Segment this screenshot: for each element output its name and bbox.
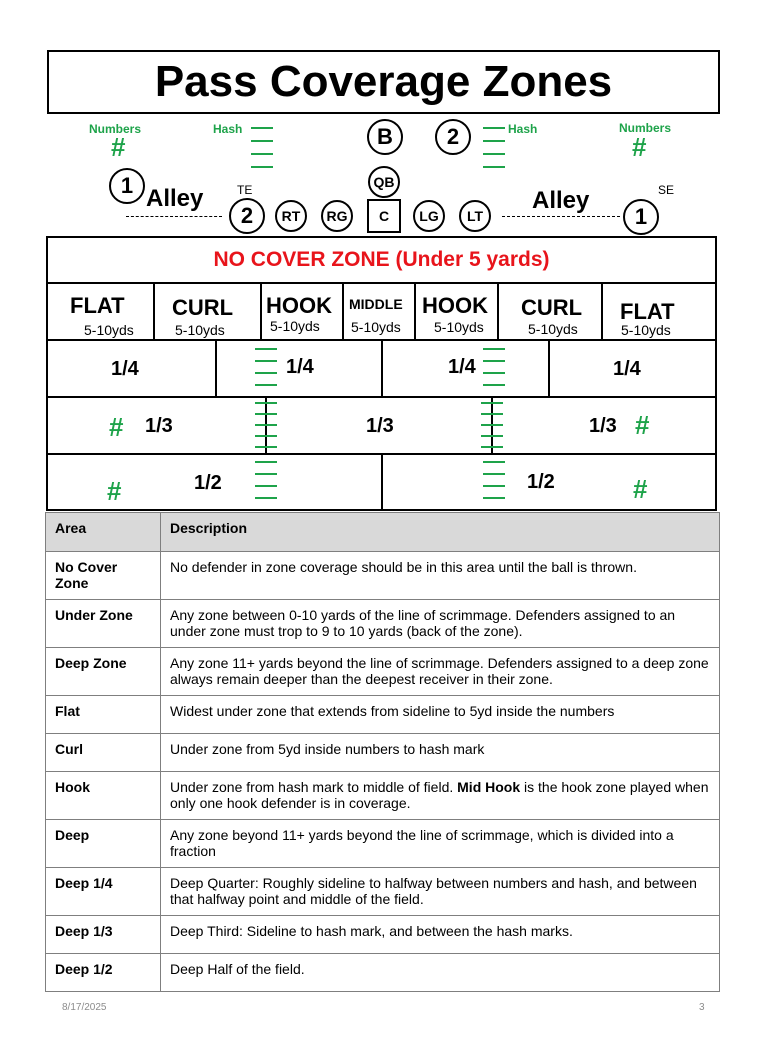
alley-line-left [126,216,222,217]
description-cell: No defender in zone coverage should be in this area until the ball is thrown. [161,552,720,600]
hash-marks-half-left [255,461,277,499]
numbers-mark-right: # [632,132,647,162]
numbers-mark-left: # [111,132,126,162]
hook-desc-start: Under zone from hash mark to middle of field. [170,779,458,795]
deep-third-1: 1/3 [145,415,173,437]
table-row [46,552,720,600]
deep-quarter-2: 1/4 [286,356,314,378]
center-position: C [367,199,401,233]
table-header-row [46,513,720,552]
description-cell [161,772,720,820]
lg-position: LG [413,200,445,232]
hash-marks-left [251,127,273,168]
zone-middle: MIDDLE [349,296,403,312]
defender-2-left: 2 [229,198,265,234]
zone-hook-right-depth: 5-10yds [434,319,484,335]
lt-position: LT [459,200,491,232]
zone-hook-right: HOOK [422,293,488,318]
table-row [46,868,720,916]
table-row [46,820,720,868]
hash-marks-quarter-right [483,348,505,386]
zone-hook-left-depth: 5-10yds [270,318,320,334]
page-number: 3 [699,1002,705,1013]
deep-quarter-3: 1/4 [448,356,476,378]
zone-curl-right-depth: 5-10yds [528,321,578,337]
description-cell: Under zone from 5yd inside numbers to hash mark [161,734,720,772]
hash-label-left: Hash [213,122,243,136]
area-cell: Under Zone [46,600,161,648]
table-row [46,772,720,820]
no-cover-zone: NO COVER ZONE (Under 5 yards) [213,248,550,271]
hash-marks-third-left [255,402,277,448]
numbers-label-right: Numbers [619,121,672,135]
description-cell: Deep Quarter: Roughly sideline to halfway between numbers and hash, and between that halfway point and middle of the field. [161,868,720,916]
area-cell: Curl [46,734,161,772]
defender-b: B [367,119,403,155]
area-cell: Deep 1/4 [46,868,161,916]
deep-third-2: 1/3 [366,415,394,437]
zone-flat-left: FLAT [70,293,125,318]
description-cell: Any zone beyond 11+ yards beyond the line of scrimmage, which is divided into a fraction [161,820,720,868]
numbers-mark-half-right: # [633,474,648,504]
area-header: Area [46,513,161,552]
hook-desc-bold: Mid Hook [457,779,521,795]
hash-label-right: Hash [508,122,538,136]
area-cell: Deep 1/2 [46,954,161,992]
hash-marks-quarter-left [255,348,277,386]
area-cell: Deep 1/3 [46,916,161,954]
te-label: TE [237,183,253,197]
hook-desc-end: is the hook zone played when only one hook defender is in coverage. [170,779,709,811]
area-cell: Deep Zone [46,648,161,696]
deep-third-3: 1/3 [589,415,617,437]
description-cell: Any zone 11+ yards beyond the line of scrimmage. Defenders assigned to a deep zone always remain deeper than the deepest receiver in their zone. [161,648,720,696]
hash-marks-right [483,127,505,168]
footer-date: 8/17/2025 [62,1002,107,1013]
zone-flat-right: FLAT [620,299,675,324]
qb-position: QB [368,166,400,198]
area-cell: Flat [46,696,161,734]
deep-quarter-4: 1/4 [613,358,641,380]
page-title: Pass Coverage Zones [47,50,720,114]
table-row [46,600,720,648]
rg-position: RG [321,200,353,232]
area-cell: No Cover Zone [46,552,161,600]
description-cell: Deep Third: Sideline to hash mark, and between the hash marks. [161,916,720,954]
area-cell: Deep [46,820,161,868]
zone-curl-left: CURL [172,295,234,320]
defender-2-top: 2 [435,119,471,155]
numbers-mark-half-left: # [107,476,122,506]
alley-right: Alley [532,187,590,214]
zone-curl-left-depth: 5-10yds [175,322,225,338]
area-cell: Hook [46,772,161,820]
table-row [46,648,720,696]
defender-1-left: 1 [109,168,145,204]
deep-quarter-1: 1/4 [111,358,139,380]
rt-position: RT [275,200,307,232]
description-cell: Deep Half of the field. [161,954,720,992]
deep-half-left: 1/2 [194,472,222,494]
numbers-mark-third-right: # [635,410,650,440]
table-row [46,696,720,734]
hash-marks-half-right [483,461,505,499]
se-label: SE [658,183,675,197]
table-row [46,734,720,772]
zone-hook-left: HOOK [266,293,332,318]
alley-left: Alley [146,185,204,212]
numbers-mark-third-left: # [109,412,124,442]
description-header: Description [161,513,720,552]
numbers-label-left: Numbers [89,122,142,136]
zone-middle-depth: 5-10yds [351,319,401,335]
description-cell: Widest under zone that extends from sideline to 5yd inside the numbers [161,696,720,734]
deep-half-right: 1/2 [527,471,555,493]
description-cell: Any zone between 0-10 yards of the line of scrimmage. Defenders assigned to an under zone must trop to 9 to 10 yards (back of the zone). [161,600,720,648]
alley-line-right [502,216,620,217]
table-row [46,916,720,954]
zone-flat-left-depth: 5-10yds [84,322,134,338]
zone-curl-right: CURL [521,295,583,320]
zone-flat-right-depth: 5-10yds [621,322,671,338]
table-row [46,954,720,992]
defender-1-right: 1 [623,199,659,235]
zone-description-table [45,512,720,992]
hash-marks-third-right [481,402,503,448]
